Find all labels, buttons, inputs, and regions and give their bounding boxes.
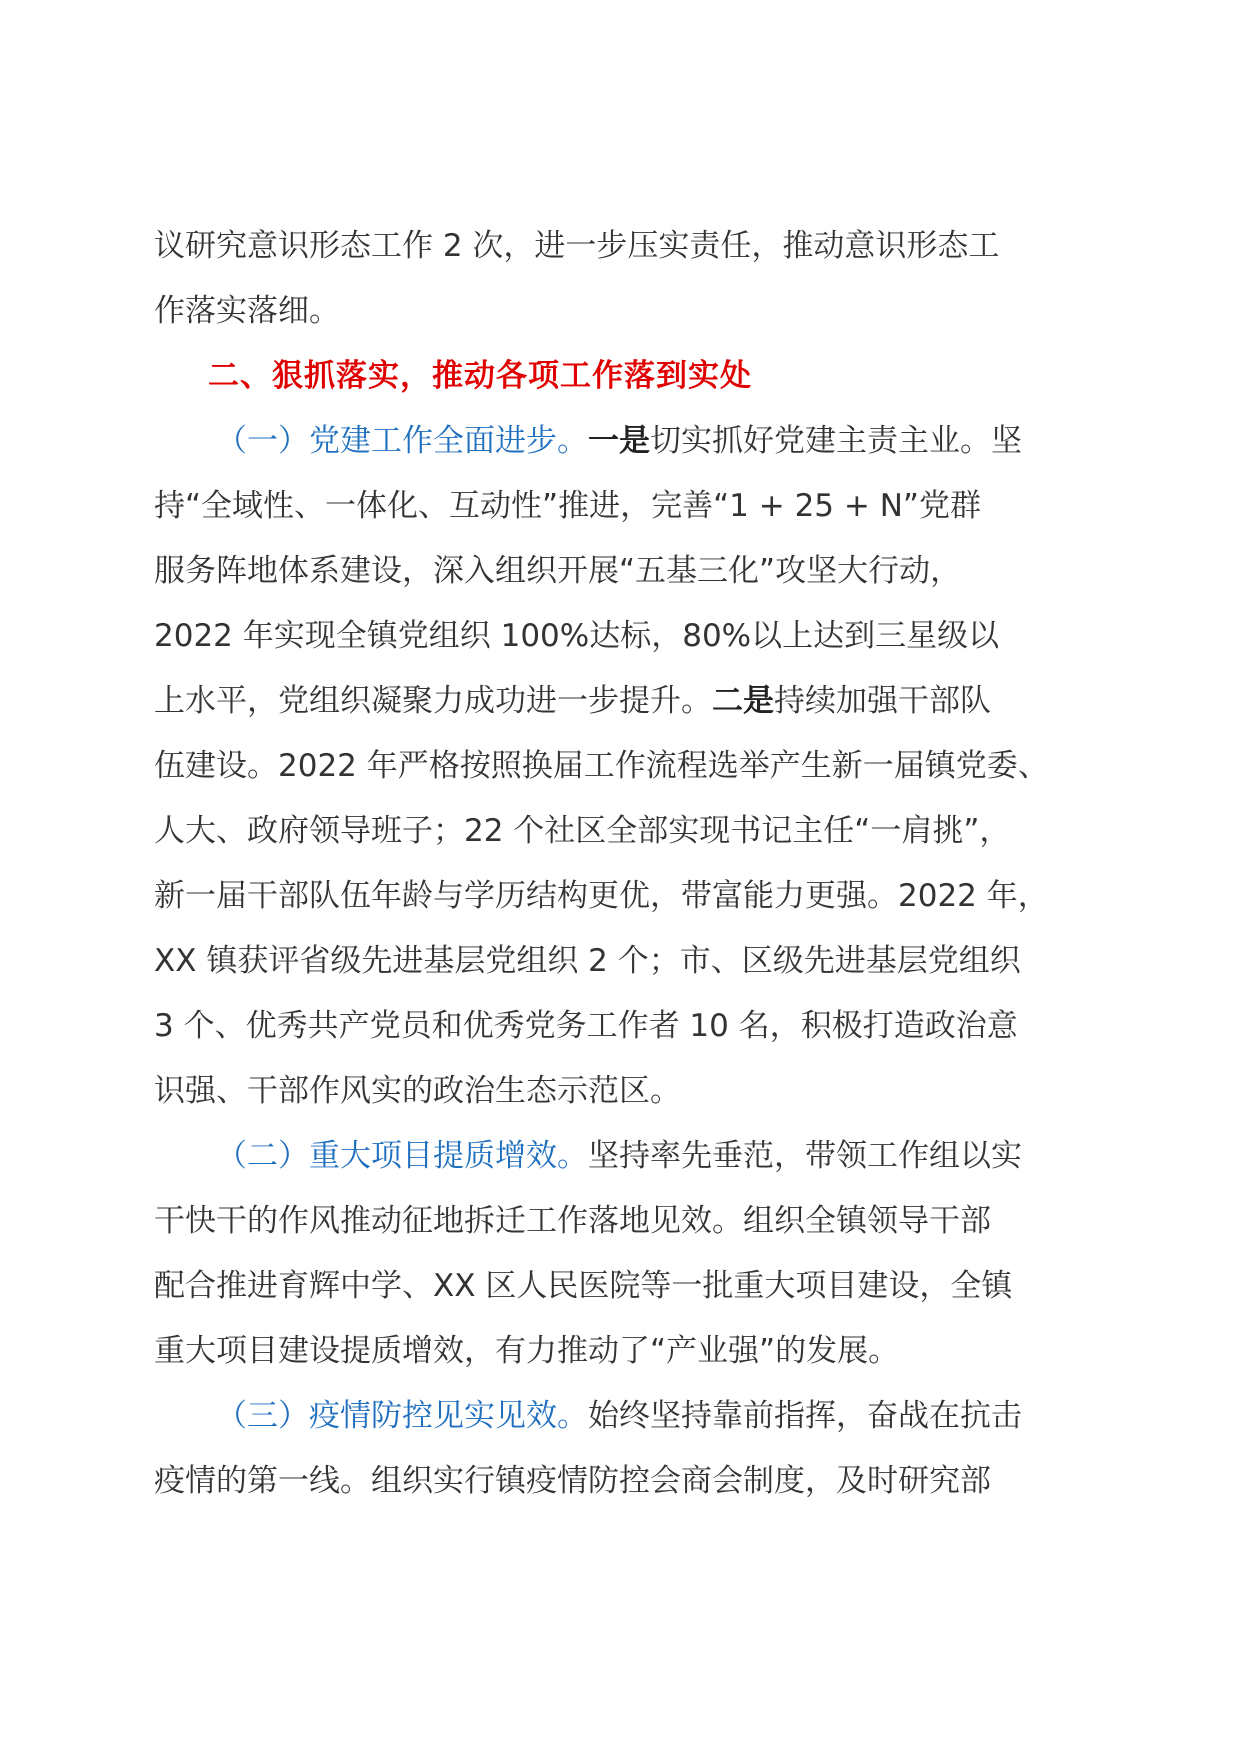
text-line: [154, 1124, 1106, 1189]
text-line: 识强、干部作风实的政治生态示范区。: [154, 1073, 681, 1109]
text-fragment: 始终坚持靠前指挥，奋战在抗击: [588, 1398, 1022, 1434]
sub-heading-party-building: （一）党建工作全面进步。: [216, 423, 588, 459]
text-line: 3 个、优秀共产党员和优秀党务工作者 10 名，积极打造政治意: [154, 1008, 1018, 1044]
text-line: [154, 669, 1106, 734]
text-line: 2022 年实现全镇党组织 100%达标，80%以上达到三星级以: [154, 618, 1000, 654]
text-line: 配合推进育辉中学、XX 区人民医院等一批重大项目建设，全镇: [154, 1268, 1013, 1304]
text-line: 人大、政府领导班子；22 个社区全部实现书记主任“一肩挑”，: [154, 813, 1011, 849]
text-line: 疫情的第一线。组织实行镇疫情防控会商会制度，及时研究部: [154, 1463, 991, 1499]
text-line: 干快干的作风推动征地拆迁工作落地见效。组织全镇领导干部: [154, 1203, 991, 1239]
text-line: XX 镇获评省级先进基层党组织 2 个；市、区级先进基层党组织: [154, 943, 1021, 979]
text-line: [154, 409, 1106, 474]
text-fragment: 切实抓好党建主责主业。坚: [650, 423, 1022, 459]
sub-heading-major-projects: （二）重大项目提质增效。: [216, 1138, 588, 1174]
text-line: 持“全域性、一体化、互动性”推进，完善“1 + 25 + N”党群: [154, 488, 981, 524]
text-line: 重大项目建设提质增效，有力推动了“产业强”的发展。: [154, 1333, 900, 1369]
text-line: 服务阵地体系建设，深入组织开展“五基三化”攻坚大行动，: [154, 553, 962, 589]
text-line: 作落实落细。: [154, 293, 340, 329]
label-first-point: 一是: [588, 423, 650, 459]
paragraph-party-building: [154, 409, 1106, 1124]
text-fragment: 坚持率先垂范，带领工作组以实: [588, 1138, 1022, 1174]
text-fragment: 持续加强干部队: [774, 683, 991, 719]
paragraph-ideology-continuation: [154, 214, 1106, 344]
sub-heading-epidemic-control: （三）疫情防控见实见效。: [216, 1398, 588, 1434]
section-heading: [154, 344, 1106, 409]
text-line: [154, 1384, 1106, 1449]
text-fragment: 上水平，党组织凝聚力成功进一步提升。: [154, 683, 712, 719]
text-line: 伍建设。2022 年严格按照换届工作流程选举产生新一届镇党委、: [154, 748, 1049, 784]
paragraph-epidemic-control: [154, 1384, 1106, 1514]
section-heading-text: 二、狠抓落实，推动各项工作落到实处: [208, 358, 752, 394]
paragraph-major-projects: [154, 1124, 1106, 1384]
text-line: 议研究意识形态工作 2 次，进一步压实责任，推动意识形态工: [154, 228, 1000, 264]
label-second-point: 二是: [712, 683, 774, 719]
text-line: 新一届干部队伍年龄与学历结构更优，带富能力更强。2022 年，: [154, 878, 1049, 914]
